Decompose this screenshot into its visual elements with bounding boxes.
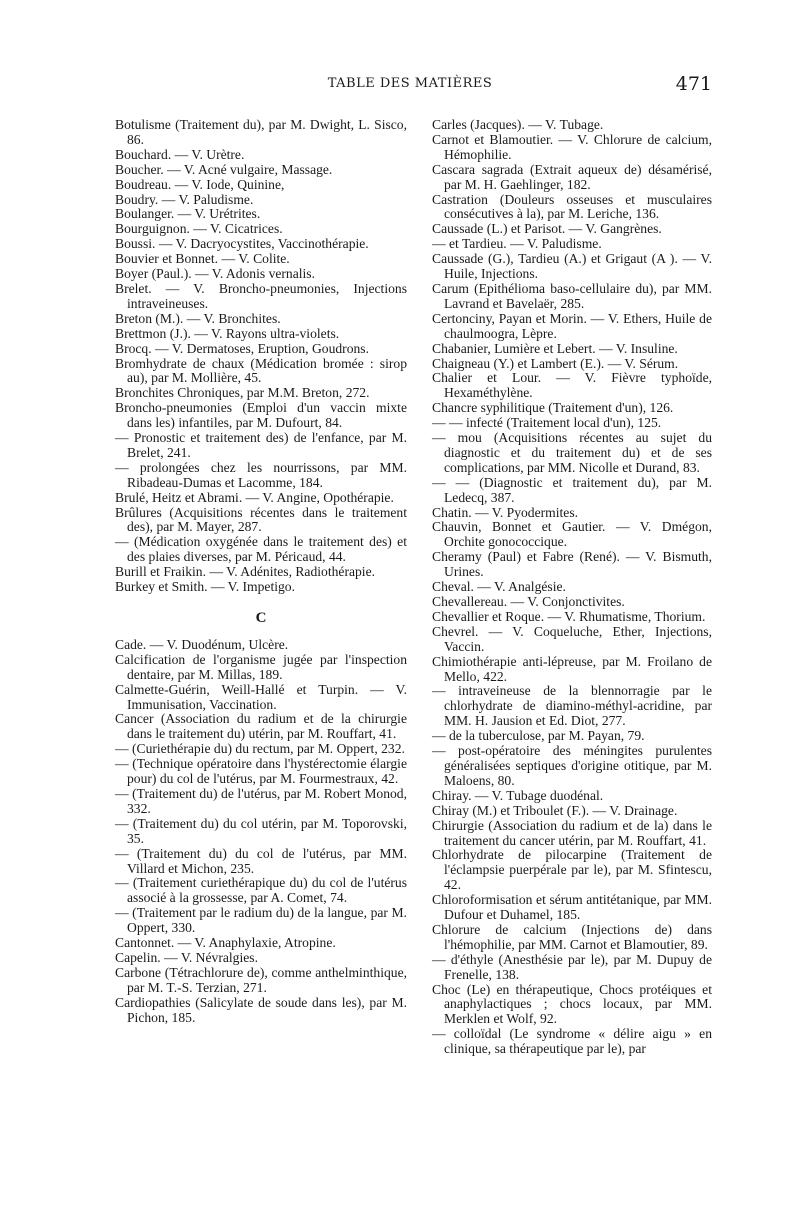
index-entry: Castration (Douleurs osseuses et musculaires consécutives à la), par M. Leriche, 136. [432,191,712,222]
index-entry: — (Traitement curiethérapique du) du col de l'utérus associé à la grossesse, par A. Comet, 74. [115,875,407,906]
index-entry: — de la tuberculose, par M. Payan, 79. [432,728,645,744]
index-entry: — mou (Acquisitions récentes au sujet du diagnostic et du traitement du) et de ses complications, par MM. Nicolle et Durand, 83. [432,430,712,475]
index-entry: Carbone (Tétrachlorure de), comme anthelminthique, par M. T.-S. Terzian, 271. [115,964,407,995]
index-entry: Chevallier et Roque. — V. Rhumatisme, Thorium. [432,608,706,624]
index-entry: Bourguignon. — V. Cicatrices. [115,221,283,237]
entries-b [115,118,407,595]
index-entry: — d'éthyle (Anesthésie par le), par M. Dupuy de Frenelle, 138. [432,951,712,982]
index-entry: Caussade (G.), Tardieu (A.) et Grigaut (A ). — V. Huile, Injections. [432,251,712,282]
index-entry: Brulé, Heitz et Abrami. — V. Angine, Opothérapie. [115,489,394,505]
index-entry: Boucher. — V. Acné vulgaire, Massage. [115,161,333,177]
index-entry: Broncho-pneumonies (Emploi d'un vaccin mixte dans les) infantiles, par M. Dufourt, 84. [115,400,407,431]
index-entry: Cascara sagrada (Extrait aqueux de) désamérisé, par M. H. Gaehlinger, 182. [432,161,712,192]
entries-c [115,638,407,1026]
right-column [432,118,712,1057]
index-entry: Boyer (Paul.). — V. Adonis vernalis. [115,266,315,282]
left-column [115,118,407,1025]
index-entry: Chabanier, Lumière et Lebert. — V. Insuline. [432,340,678,356]
index-entry: Brûlures (Acquisitions récentes dans le traitement des), par M. Mayer, 287. [115,504,407,535]
index-entry: Chiray. — V. Tubage duodénal. [432,787,604,803]
index-entry: — post-opératoire des méningites purulentes généralisées septiques d'origine otitique, par M. Maloens, 80. [432,743,712,788]
index-entry: Breton (M.). — V. Bronchites. [115,310,281,326]
index-entry: Chalier et Lour. — V. Fièvre typhoïde, Hexaméthylène. [432,370,712,401]
index-entry: Cardiopathies (Salicylate de soude dans les), par M. Pichon, 185. [115,994,407,1025]
index-entry: — prolongées chez les nourrissons, par MM. Ribadeau-Dumas et Lacomme, 184. [115,459,407,490]
index-entry: — — infecté (Traitement local d'un), 125. [432,415,662,431]
index-entry: Brocq. — V. Dermatoses, Eruption, Goudrons. [115,340,369,356]
index-entry: — (Curiethérapie du) du rectum, par M. Oppert, 232. [115,741,405,757]
running-title: TABLE DES MATIÈRES [327,76,493,91]
index-entry: Carnot et Blamoutier. — V. Chlorure de calcium, Hémophilie. [432,131,712,162]
index-entry: Chimiothérapie anti-lépreuse, par M. Froilano de Mello, 422. [432,653,712,684]
index-entry: Calcification de l'organisme jugée par l'inspection dentaire, par M. Millas, 189. [115,651,407,682]
index-entry: Cancer (Association du radium et de la chirurgie dans le traitement du) utérin, par M. Rouffart, 41. [115,711,407,742]
index-entry: Capelin. — V. Névralgies. [115,949,258,965]
index-entry: Chlorhydrate de pilocarpine (Traitement de l'éclampsie puerpérale par le), par M. Sfintescu, 42. [432,847,712,893]
index-entry: Chauvin, Bonnet et Gautier. — V. Dmégon, Orchite gonococcique. [432,519,712,550]
index-entry: Chancre syphilitique (Traitement d'un), 126. [432,400,674,416]
index-entry: — (Technique opératoire dans l'hystérectomie élargie pour) du col de l'utérus, par M. Fourmestraux, 42. [115,756,407,787]
index-entry: Chloroformisation et sérum antitétanique, par MM. Dufour et Duhamel, 185. [432,892,712,923]
index-entry: Boulanger. — V. Urétrites. [115,206,261,222]
index-entry: — (Traitement du) du col utérin, par M. Toporovski, 35. [115,815,407,846]
index-entry: Bronchites Chroniques, par M.M. Breton, 272. [115,385,370,401]
index-entry: Burill et Fraikin. — V. Adénites, Radiothérapie. [115,564,376,580]
index-entry: Cheval. — V. Analgésie. [432,579,566,595]
index-entry: — colloïdal (Le syndrome « délire aigu » en clinique, sa thérapeutique par le), par [432,1026,712,1057]
index-entry: Bromhydrate de chaux (Médication bromée : sirop au), par M. Mollière, 45. [115,355,407,386]
index-entry: Boudry. — V. Paludisme. [115,191,254,207]
index-entry: Boussi. — V. Dacryocystites, Vaccinothérapie. [115,236,369,252]
index-entry: Chaigneau (Y.) et Lambert (E.). — V. Sérum. [432,355,679,371]
index-entry: Chlorure de calcium (Injections de) dans l'hémophilie, par MM. Carnot et Blamoutier, 89. [432,921,712,952]
index-entry: — (Traitement par le radium du) de la langue, par M. Oppert, 330. [115,905,407,936]
index-entry: Calmette-Guérin, Weill-Hallé et Turpin. — V. Immunisation, Vaccination. [115,681,407,712]
entries-c-continued [432,118,712,1057]
index-entry: Certonciny, Payan et Morin. — V. Ethers, Huile de chaulmoogra, Lèpre. [432,310,712,341]
index-entry: Bouchard. — V. Urètre. [115,146,245,162]
index-entry: — intraveineuse de la blennorragie par le chlorhydrate de diamino-méthyl-acridine, par MM. H. Jausion et Ed. Diot, 277. [432,683,712,729]
index-entry: Chevallereau. — V. Conjonctivites. [432,594,625,609]
index-entry: Burkey et Smith. — V. Impetigo. [115,579,295,595]
index-entry: Chiray (M.) et Triboulet (F.). — V. Drainage. [432,802,678,818]
index-entry: — et Tardieu. — V. Paludisme. [432,236,602,252]
index-entry: Chirurgie (Association du radium et de la) dans le traitement du cancer utérin, par M. Rouffart, 41. [432,817,712,848]
page-header [110,73,712,104]
index-entry: — Pronostic et traitement des) de l'enfance, par M. Brelet, 241. [115,430,407,460]
index-entry: Cade. — V. Duodénum, Ulcère. [115,636,289,652]
index-entry: Boudreau. — V. Iode, Quinine, [115,176,285,192]
index-entry: Carum (Epithélioma baso-cellulaire du), par MM. Lavrand et Bavelaër, 285. [432,280,712,311]
index-entry: Cheramy (Paul) et Fabre (René). — V. Bismuth, Urines. [432,549,712,580]
index-entry: Cantonnet. — V. Anaphylaxie, Atropine. [115,935,336,951]
index-entry: Caussade (L.) et Parisot. — V. Gangrènes. [432,221,662,237]
index-entry: — — (Diagnostic et traitement du), par M. Ledecq, 387. [432,474,712,505]
index-entry: Bouvier et Bonnet. — V. Colite. [115,251,290,267]
index-entry: Carles (Jacques). — V. Tubage. [432,117,604,132]
index-entry: Botulisme (Traitement du), par M. Dwight, L. Sisco, 86. [115,117,407,147]
index-entry: — (Traitement du) de l'utérus, par M. Robert Monod, 332. [115,785,407,816]
index-entry: — (Traitement du) du col de l'utérus, par MM. Villard et Michon, 235. [115,845,407,876]
index-entry: Chatin. — V. Pyodermites. [432,504,579,520]
index-entry: — (Médication oxygénée dans le traitement des) et des plaies diverses, par M. Péricaud, 44. [115,534,407,565]
page-number: 471 [675,73,712,95]
section-letter-c: C [255,610,267,626]
index-entry: Brelet. — V. Broncho-pneumonies, Injections intraveineuses. [115,280,407,311]
index-entry: Chevrel. — V. Coqueluche, Ether, Injections, Vaccin. [432,623,712,654]
index-entry: Brettmon (J.). — V. Rayons ultra-violets. [115,325,340,341]
index-entry: Choc (Le) en thérapeutique, Chocs protéiques et anaphylactiques ; chocs locaux, par MM. Merklen et Wolf, 92. [432,981,712,1027]
